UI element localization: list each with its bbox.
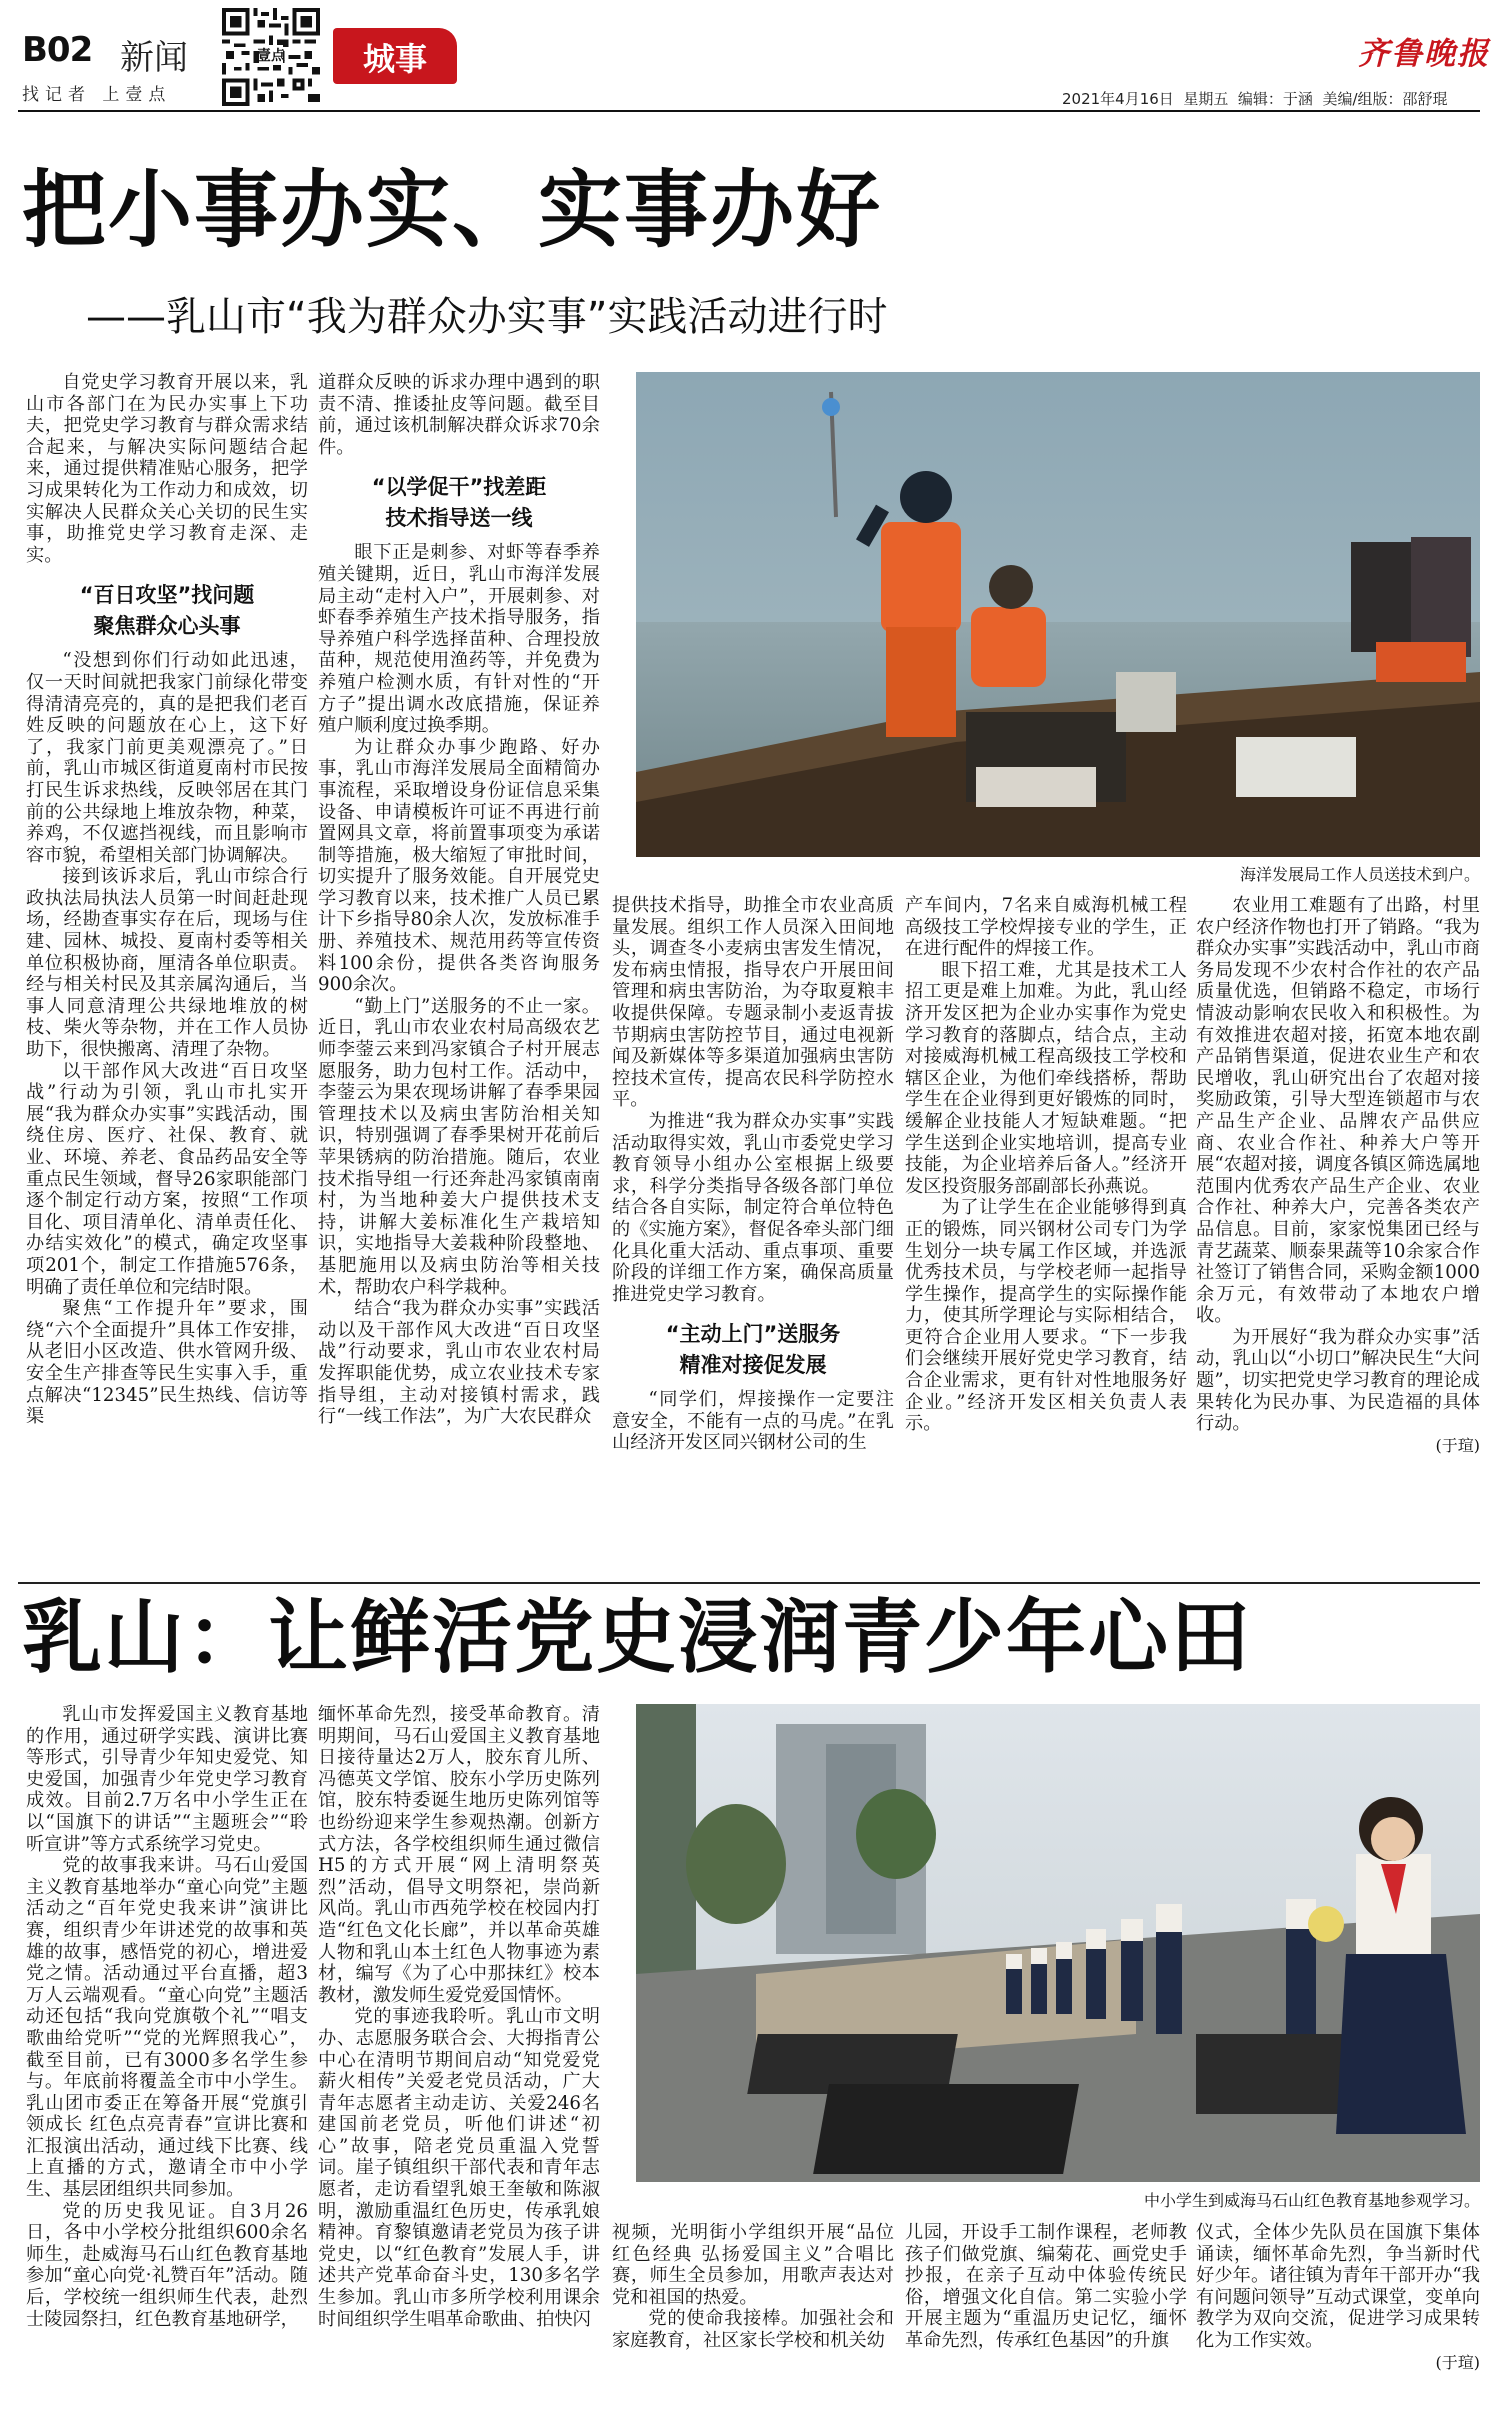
slogan: 找记者 上壹点: [22, 85, 172, 105]
header-rule: [18, 110, 1480, 112]
article1-headline: 把小事办实、实事办好: [22, 161, 883, 259]
article1-column-4: [905, 895, 1187, 1565]
article1-subhead-3a: “主动上门”送服务: [665, 1322, 841, 1347]
article1-column-1: [26, 372, 308, 1565]
issue-weekday: 星期五: [1183, 90, 1229, 108]
article1-subheadline: ——乳山市“我为群众办实事”实践活动进行时: [86, 294, 888, 340]
article1-subhead-2b: 技术指导送一线: [385, 506, 533, 531]
article1-column-3: [612, 895, 894, 1565]
article2-col1-para2: 党的故事我来讲。马石山爱国主义教育基地举办“童心向党”主题活动之“百年党史我来讲”演讲比赛，组织青少年讲述党的故事和英雄的故事，感悟党的初心，增进爱党之情。活动通过平台直播，超3万人云端观看。“童心向党”主题活动还包括“我向党旗敬个礼”“唱支歌曲给党听”“党的光辉照我心”，截至目前，已有3000多名学生参与。年底前将覆盖全市中小学生。乳山团市委正在筹备开展“党旗引领成长 红色点亮青春”宣讲比赛和汇报演出活动，通过线下比赛、线上直播的方式，邀请全市中小学生、基层团组织共同参加。: [26, 1855, 308, 2201]
article1-col3-para1: 提供技术指导，助推全市农业高质量发展。组织工作人员深入田间地头，调查冬小麦病虫害发生情况，发布病虫情报，指导农户开展田间管理和病虫害防治，为夺取夏粮丰收提供保障。专题录制小麦返青拔节期病虫害防控节目，通过电视新闻及新媒体等多渠道加强病虫害防控技术宣传，提高农民科学防控水平。: [612, 895, 894, 1111]
article2-column-5: [1196, 2222, 1480, 2410]
article1-col4-para2: 眼下招工难，尤其是技术工人招工更是难上加难。为此，乳山经济开发区把为企业办实事作为党史学习教育的落脚点，结合点，主动对接威海机械工程高级技工学校和辖区企业，为他们牵线搭桥，帮助学生在企业得到更好锻炼的同时，缓解企业技能人才短缺难题。“把学生送到企业实地培训，提高专业技能，为企业培养后备人。”经济开发区投资服务部副部长孙燕说。: [905, 959, 1187, 1197]
article2-column-2: [318, 1704, 600, 2409]
article2-column-4: [905, 2222, 1187, 2410]
article1-col1-para3: 以干部作风大改进“百日攻坚战”行动为引领，乳山市扎实开展“我为群众办实事”实践活动，围绕住房、医疗、社保、教育、就业、环境、养老、食品药品安全等重点民生领域，督导26家职能部门逐个制定行动方案，按照“工作项目化、项目清单化、清单责任化、办结实效化”的模式，确定攻坚事项201个，制定工作措施576条，明确了责任单位和完结时限。: [26, 1060, 308, 1298]
article2-col2-para1: 缅怀革命先烈，接受革命教育。清明期间，马石山爱国主义教育基地日接待量达2万人，胶东育儿所、冯德英文学馆、胶东小学历史陈列馆，胶东特委诞生地历史陈列馆等也纷纷迎来学生参观热潮。创新方式方法，各学校组织师生通过微信H5的方式开展“网上清明祭英烈”活动，倡导文明祭祀，崇尚新风尚。乳山市西苑学校在校园内打造“红色文化长廊”，并以革命英雄人物和乳山本土红色人物事迹为素材，编写《为了心中那抹红》校本教材，激发师生爱党爱国情怀。: [318, 1704, 600, 2006]
article2-column-1: [26, 1704, 308, 2409]
section-name: 新闻: [120, 38, 188, 78]
article1-col1-para1: “没想到你们行动如此迅速，仅一天时间就把我家门前绿化带变得清清亮亮的，真的是把我们老百姓反映的问题放在心上，这下好了，我家门前更美观漂亮了。”日前，乳山市城区街道夏南村市民按打民生诉求热线，反映邻居在其门前的公共绿地上堆放杂物，种菜，养鸡，不仅遮挡视线，而且影响市容市貌，希望相关部门协调解决。: [26, 650, 308, 866]
section-tab-label: 城事: [362, 40, 427, 78]
article2-col2-para2: 党的事迹我聆听。乳山市文明办、志愿服务联合会、大拇指青公中心在清明节期间启动“知党爱党 薪火相传”关爱老党员活动，广大青年志愿者主动走访、关爱246名建国前老党员，听他们讲述“初心”故事，陪老党员重温入党誓词。崖子镇组织干部代表和青年志愿者，走访看望乳娘王奎敏和陈淑明，激励重温红色历史，传承乳娘精神。育黎镇邀请老党员为孩子讲党史，以“红色教育”发展人手，讲述共产党革命奋斗史，130多名学生参加。乳山市多所学校利用课余时间组织学生唱革命歌曲、拍快闪: [318, 2006, 600, 2330]
article1-column-5: [1196, 895, 1480, 1565]
article2-col1-para3: 党的历史我见证。自3月26日，各中小学校分批组织600余名师生，赴威海马石山红色教育基地参加“童心向党·礼赞百年”活动。随后，学校统一组织师生代表，赴烈士陵园祭扫，红色教育基地研学，: [26, 2200, 308, 2330]
article1-col2-para2: 为让群众办事少跑路、好办事，乳山市海洋发展局全面精简办事流程，采取增设身份证信息采集设备、申请模板许可证不再进行前置网具文章，将前置事项变为承诺制等措施，极大缩短了审批时间，切实提升了服务效能。自开展党史学习教育以来，技术推广人员已累计下乡指导80余人次，发放标准手册、养殖技术、规范用药等宣传资料100余份，提供各类咨询服务900余次。: [318, 736, 600, 996]
students-photo: [636, 1704, 1480, 2182]
article1-intro: 自党史学习教育开展以来，乳山市各部门在为民办实事上下功夫，把党史学习教育与群众需求结合起来，与解决实际问题结合起来，通过提供精准贴心服务，把学习成果转化为工作动力和成效，切实解决人民群众关心关切的民生实事，助推党史学习教育走深、走实。: [26, 372, 308, 566]
article1-col5-para2: 为开展好“我为群众办实事”活动，乳山以“小切口”解决民生“大问题”，切实把党史学习教育的理论成果转化为民办事、为民造福的具体行动。: [1196, 1326, 1480, 1435]
article1-col3-para2: 为推进“我为群众办实事”实践活动取得实效，乳山市委党史学习教育领导小组办公室根据上级要求，科学分类指导各级各部门单位结合各自实际，制定符合单位特色的《实施方案》，督促各牵头部门细化具化重大活动、重点事项、重要阶段的详细工作方案，确保高质量推进党史学习教育。: [612, 1110, 894, 1305]
article1-col4-para3: 为了让学生在企业能够得到真正的锻炼，同兴钢材公司专门为学生划分一块专属工作区域，并选派优秀技术员，与学校老师一起指导学生操作，提高学生的实际操作能力，使其所学理论与实际相结合，更符合企业用人要求。“下一步我们会继续开展好党史学习教育，结合企业需求，更有针对性地服务好企业。”经济开发区相关负责人表示。: [905, 1197, 1187, 1435]
article2-byline: (于瑄): [1435, 2352, 1480, 2372]
article1-col3-para3: “同学们，焊接操作一定要注意安全，不能有一点的马虎。”在乳山经济开发区同兴钢材公司的生: [612, 1389, 894, 1454]
fisheries-photo: [636, 372, 1480, 857]
article1-subhead-1a: “百日攻坚”找问题: [79, 583, 255, 608]
article1-column-2: [318, 372, 600, 1565]
article1-byline: (于瑄): [1435, 1435, 1480, 1455]
article2-col5-para1: 仪式，全体少先队员在国旗下集体诵读，缅怀革命先烈，争当新时代好少年。诸往镇为青年干部开办“我有问题问领导”互动式课堂，变单向教学为双向交流，促进学习成果转化为工作实效。: [1196, 2222, 1480, 2351]
article1-col1-para2: 接到该诉求后，乳山市综合行政执法局执法人员第一时间赶赴现场，经勘查事实存在后，现场与住建、园林、城投、夏南村委等相关单位积极协商，厘清各单位职责。经与相关村民及其亲属沟通后，当事人同意清理公共绿地堆放的树枝、柴火等杂物，并在工作人员协助下，很快搬离、清理了杂物。: [26, 866, 308, 1061]
dateline: [1062, 88, 1500, 109]
article1-col4-para1: 产车间内，7名来自威海机械工程高级技工学校焊接专业的学生，正在进行配件的焊接工作。: [905, 895, 1187, 960]
editor-credit: 编辑：于涵: [1237, 90, 1313, 108]
qr-code-icon[interactable]: [222, 8, 320, 106]
article2-col3-para2: 党的使命我接棒。加强社会和家庭教育，社区家长学校和机关幼: [612, 2308, 894, 2351]
article1-col1-para4: 聚焦“工作提升年”要求，围绕“六个全面提升”具体工作安排，从老旧小区改造、供水管网升级、安全生产排查等民生实事入手，重点解决“12345”民生热线、信访等渠: [26, 1298, 308, 1428]
article2-col4-para1: 儿园，开设手工制作课程，老师教孩子们做党旗、编菊花、画党史手抄报，在亲子互动中体验传统民俗，增强文化自信。第二实验小学开展主题为“重温历史记忆，缅怀革命先烈，传承红色基因”的升旗: [905, 2222, 1187, 2351]
article2-headline: 乳山：让鲜活党史浸润青少年心田: [22, 1591, 1252, 1684]
article2-col3-para1: 视频，光明街小学组织开展“品位红色经典 弘扬爱国主义”合唱比赛，师生全员参加，用歌声表达对党和祖国的热爱。: [612, 2222, 894, 2308]
article1-col2-para1: 眼下正是刺参、对虾等春季养殖关键期，近日，乳山市海洋发展局主动“走村入户”，开展刺参、对虾春季养殖生产技术指导服务，指导养殖户科学选择苗种、合理投放苗种，规范使用渔药等，并免费为养殖户检测水质，有针对性的“开方子”提出调水改底措施，保证养殖户顺利度过换季期。: [318, 542, 600, 737]
article2-column-3: [612, 2222, 894, 2410]
masthead-logo: 齐鲁晚报: [1358, 36, 1490, 72]
fisheries-photo-caption: 海洋发展局工作人员送技术到户。: [1239, 865, 1480, 884]
students-photo-caption: 中小学生到威海马石山红色教育基地参观学习。: [1143, 2191, 1480, 2210]
article1-col2-para0: 道群众反映的诉求办理中遇到的职责不清、推诿扯皮等问题。截至目前，通过该机制解决群众诉求70余件。: [318, 372, 600, 458]
article-divider: [18, 1582, 1480, 1584]
article1-subhead-1b: 聚焦群众心头事: [93, 614, 241, 639]
svg-text:壹点: 壹点: [256, 48, 286, 65]
designer-credit: 美编/组版：邵舒琨: [1322, 90, 1448, 108]
article1-subhead-2a: “以学促干”找差距: [371, 475, 547, 500]
article1-subhead-3b: 精准对接促发展: [679, 1353, 827, 1378]
issue-date: 2021年4月16日: [1062, 90, 1174, 108]
article1-col2-para3: “勤上门”送服务的不止一家。近日，乳山市农业农村局高级农艺师李蓥云来到冯家镇合子村开展志愿服务，助力包村工作。活动中，李蓥云为果农现场讲解了春季果园管理技术以及病虫害防治相关知识，特别强调了春季果树开花前后苹果锈病的防治措施。随后，农业技术指导组一行还奔赴冯家镇南南村，为当地种姜大户提供技术支持，讲解大姜标准化生产栽培知识，实地指导大姜栽种阶段整地、基肥施用以及病虫防治等相关技术，帮助农户科学栽种。: [318, 995, 600, 1298]
article2-col1-para1: 乳山市发挥爱国主义教育基地的作用，通过研学实践、演讲比赛等形式，引导青少年知史爱党、知史爱国，加强青少年党史学习教育成效。目前2.7万名中小学生正在以“国旗下的讲话”“主题班会”“聆听宣讲”等方式系统学习党史。: [26, 1704, 308, 1855]
article1-col2-para4: 结合“我为群众办实事”实践活动以及干部作风大改进“百日攻坚战”行动要求，乳山市农业农村局发挥职能优势，成立农业技术专家指导组，主动对接镇村需求，践行“一线工作法”，为广大农民群众: [318, 1298, 600, 1428]
page-header: [0, 0, 1500, 115]
page-code: B02: [22, 30, 93, 70]
article1-col5-para1: 农业用工难题有了出路，村里农户经济作物也打开了销路。“我为群众办实事”实践活动中，乳山市商务局发现不少农村合作社的农产品质量优选，但销路不稳定，市场行情波动影响农民收入和积极性。为有效推进农超对接，拓宽本地农副产品销售渠道，促进农业生产和农民增收，乳山研究出台了农超对接奖励政策，引导大型连锁超市与农产品生产企业、品牌农产品供应商、农业合作社、种养大户等开展“农超对接，调度各镇区筛选属地范围内优秀农产品生产企业、农业合作社、种养大户，完善各类农产品信息。目前，家家悦集团已经与青艺蔬菜、顺泰果蔬等10余家合作社签订了销售合同，采购金额1000余万元，有效带动了本地农户增收。: [1196, 895, 1480, 1327]
